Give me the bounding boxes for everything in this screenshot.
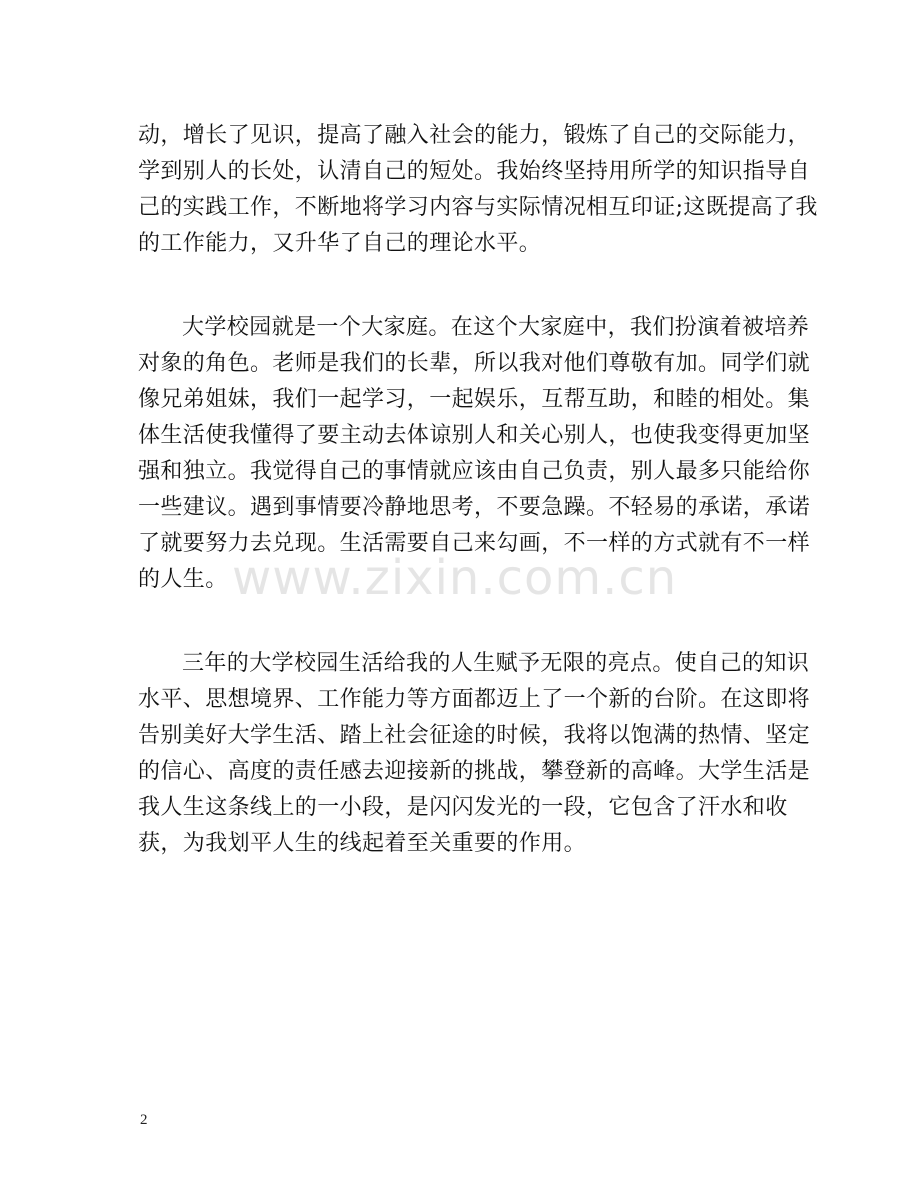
- text-line: 动，增长了见识，提高了融入社会的能力，锻炼了自己的交际能力，: [138, 123, 811, 148]
- text-line: 的人生。: [138, 567, 228, 592]
- paragraph-first-line: 三年的大学校园生活给我的人生赋予无限的亮点。使自己的知识: [182, 651, 810, 676]
- text-line: 学到别人的长处，认清自己的短处。我始终坚持用所学的知识指导自: [138, 159, 811, 184]
- text-line: 强和独立。我觉得自己的事情就应该由自己负责，别人最多只能给你: [138, 459, 811, 484]
- text-line: 的工作能力，又升华了自己的理论水平。: [138, 231, 542, 256]
- text-line: 告别美好大学生活、踏上社会征途的时候，我将以饱满的热情、坚定: [138, 723, 811, 748]
- text-line: 己的实践工作，不断地将学习内容与实际情况相互印证;这既提高了我: [138, 195, 818, 220]
- text-line: 的信心、高度的责任感去迎接新的挑战，攀登新的高峰。大学生活是: [138, 759, 811, 784]
- paragraph-first-line: 大学校园就是一个大家庭。在这个大家庭中，我们扮演着被培养: [182, 315, 810, 340]
- text-line: 对象的角色。老师是我们的长辈，所以我对他们尊敬有加。同学们就: [138, 351, 811, 376]
- text-line: 我人生这条线上的一小段，是闪闪发光的一段，它包含了汗水和收: [138, 795, 788, 820]
- text-line: 一些建议。遇到事情要冷静地思考，不要急躁。不轻易的承诺，承诺: [138, 495, 811, 520]
- text-line: 体生活使我懂得了要主动去体谅别人和关心别人，也使我变得更加坚: [138, 423, 811, 448]
- text-line: 了就要努力去兑现。生活需要自己来勾画，不一样的方式就有不一样: [138, 531, 811, 556]
- text-line: 像兄弟姐妹，我们一起学习，一起娱乐，互帮互助，和睦的相处。集: [138, 387, 811, 412]
- page-number: 2: [140, 1112, 148, 1128]
- text-line: 获，为我划平人生的线起着至关重要的作用。: [138, 831, 587, 856]
- watermark: www.zixin.com.cn: [232, 550, 678, 606]
- text-line: 水平、思想境界、工作能力等方面都迈上了一个新的台阶。在这即将: [138, 687, 811, 712]
